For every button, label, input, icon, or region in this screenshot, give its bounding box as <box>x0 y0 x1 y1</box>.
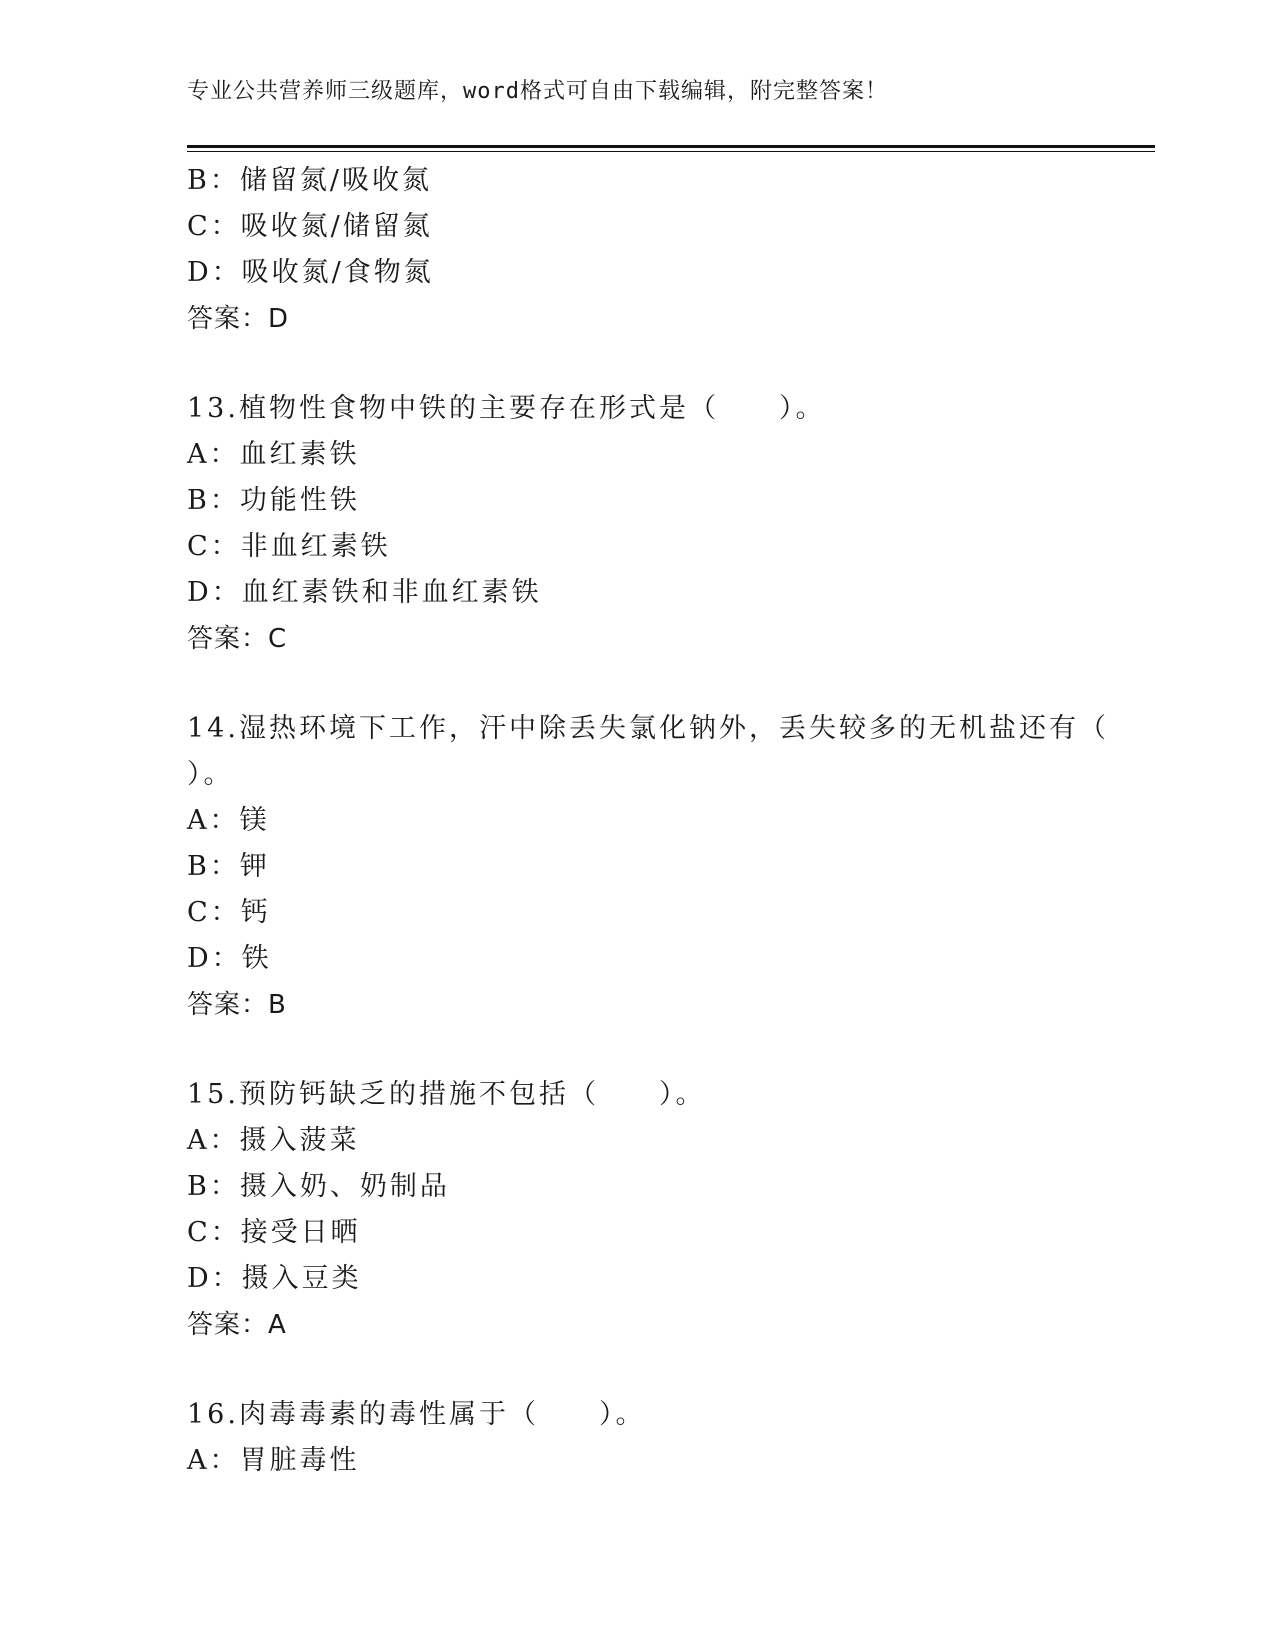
answer: 答案：C <box>187 624 288 654</box>
option-c: C：接受日晒 <box>187 1217 361 1248</box>
header-rule-thick <box>187 145 1155 148</box>
option-d: D：摄入豆类 <box>187 1263 362 1294</box>
option-d: D：血红素铁和非血红素铁 <box>187 577 542 608</box>
question-text: 13.植物性食物中铁的主要存在形式是（ ）。 <box>187 393 826 424</box>
question-text-continued: ）。 <box>187 759 234 790</box>
option-d: D：吸收氮/食物氮 <box>187 257 434 288</box>
question-block-16 <box>187 1392 1087 1484</box>
option-b: B：储留氮/吸收氮 <box>187 165 432 196</box>
option-a: A：胃脏毒性 <box>187 1445 360 1476</box>
answer: 答案：D <box>187 304 290 334</box>
answer: 答案：A <box>187 1310 287 1340</box>
spacer <box>187 1348 1087 1392</box>
document-header: 专业公共营养师三级题库，word格式可自由下载编辑，附完整答案！ <box>187 79 888 104</box>
option-c: C：吸收氮/储留氮 <box>187 211 433 242</box>
question-text: 15.预防钙缺乏的措施不包括（ ）。 <box>187 1079 706 1110</box>
question-text: 14.湿热环境下工作，汗中除丢失氯化钠外，丢失较多的无机盐还有（ <box>187 713 1109 744</box>
option-c: C：钙 <box>187 897 271 928</box>
spacer <box>187 342 1087 386</box>
header-rule-thin <box>187 151 1155 152</box>
option-b: B：功能性铁 <box>187 485 360 516</box>
question-block-15 <box>187 1072 1087 1348</box>
question-list <box>187 158 1109 1484</box>
option-b: B：摄入奶、奶制品 <box>187 1171 450 1202</box>
option-b: B：钾 <box>187 851 270 882</box>
question-block-14 <box>187 706 1109 1028</box>
question-block-13 <box>187 386 1087 662</box>
option-c: C：非血红素铁 <box>187 531 391 562</box>
answer: 答案：B <box>187 990 287 1020</box>
option-a: A：摄入菠菜 <box>187 1125 360 1156</box>
question-text: 16.肉毒毒素的毒性属于（ ）。 <box>187 1399 646 1430</box>
question-block-12 <box>187 158 1087 342</box>
spacer <box>187 662 1087 706</box>
option-d: D：铁 <box>187 943 272 974</box>
option-a: A：血红素铁 <box>187 439 360 470</box>
option-a: A：镁 <box>187 805 270 836</box>
spacer <box>187 1028 1087 1072</box>
